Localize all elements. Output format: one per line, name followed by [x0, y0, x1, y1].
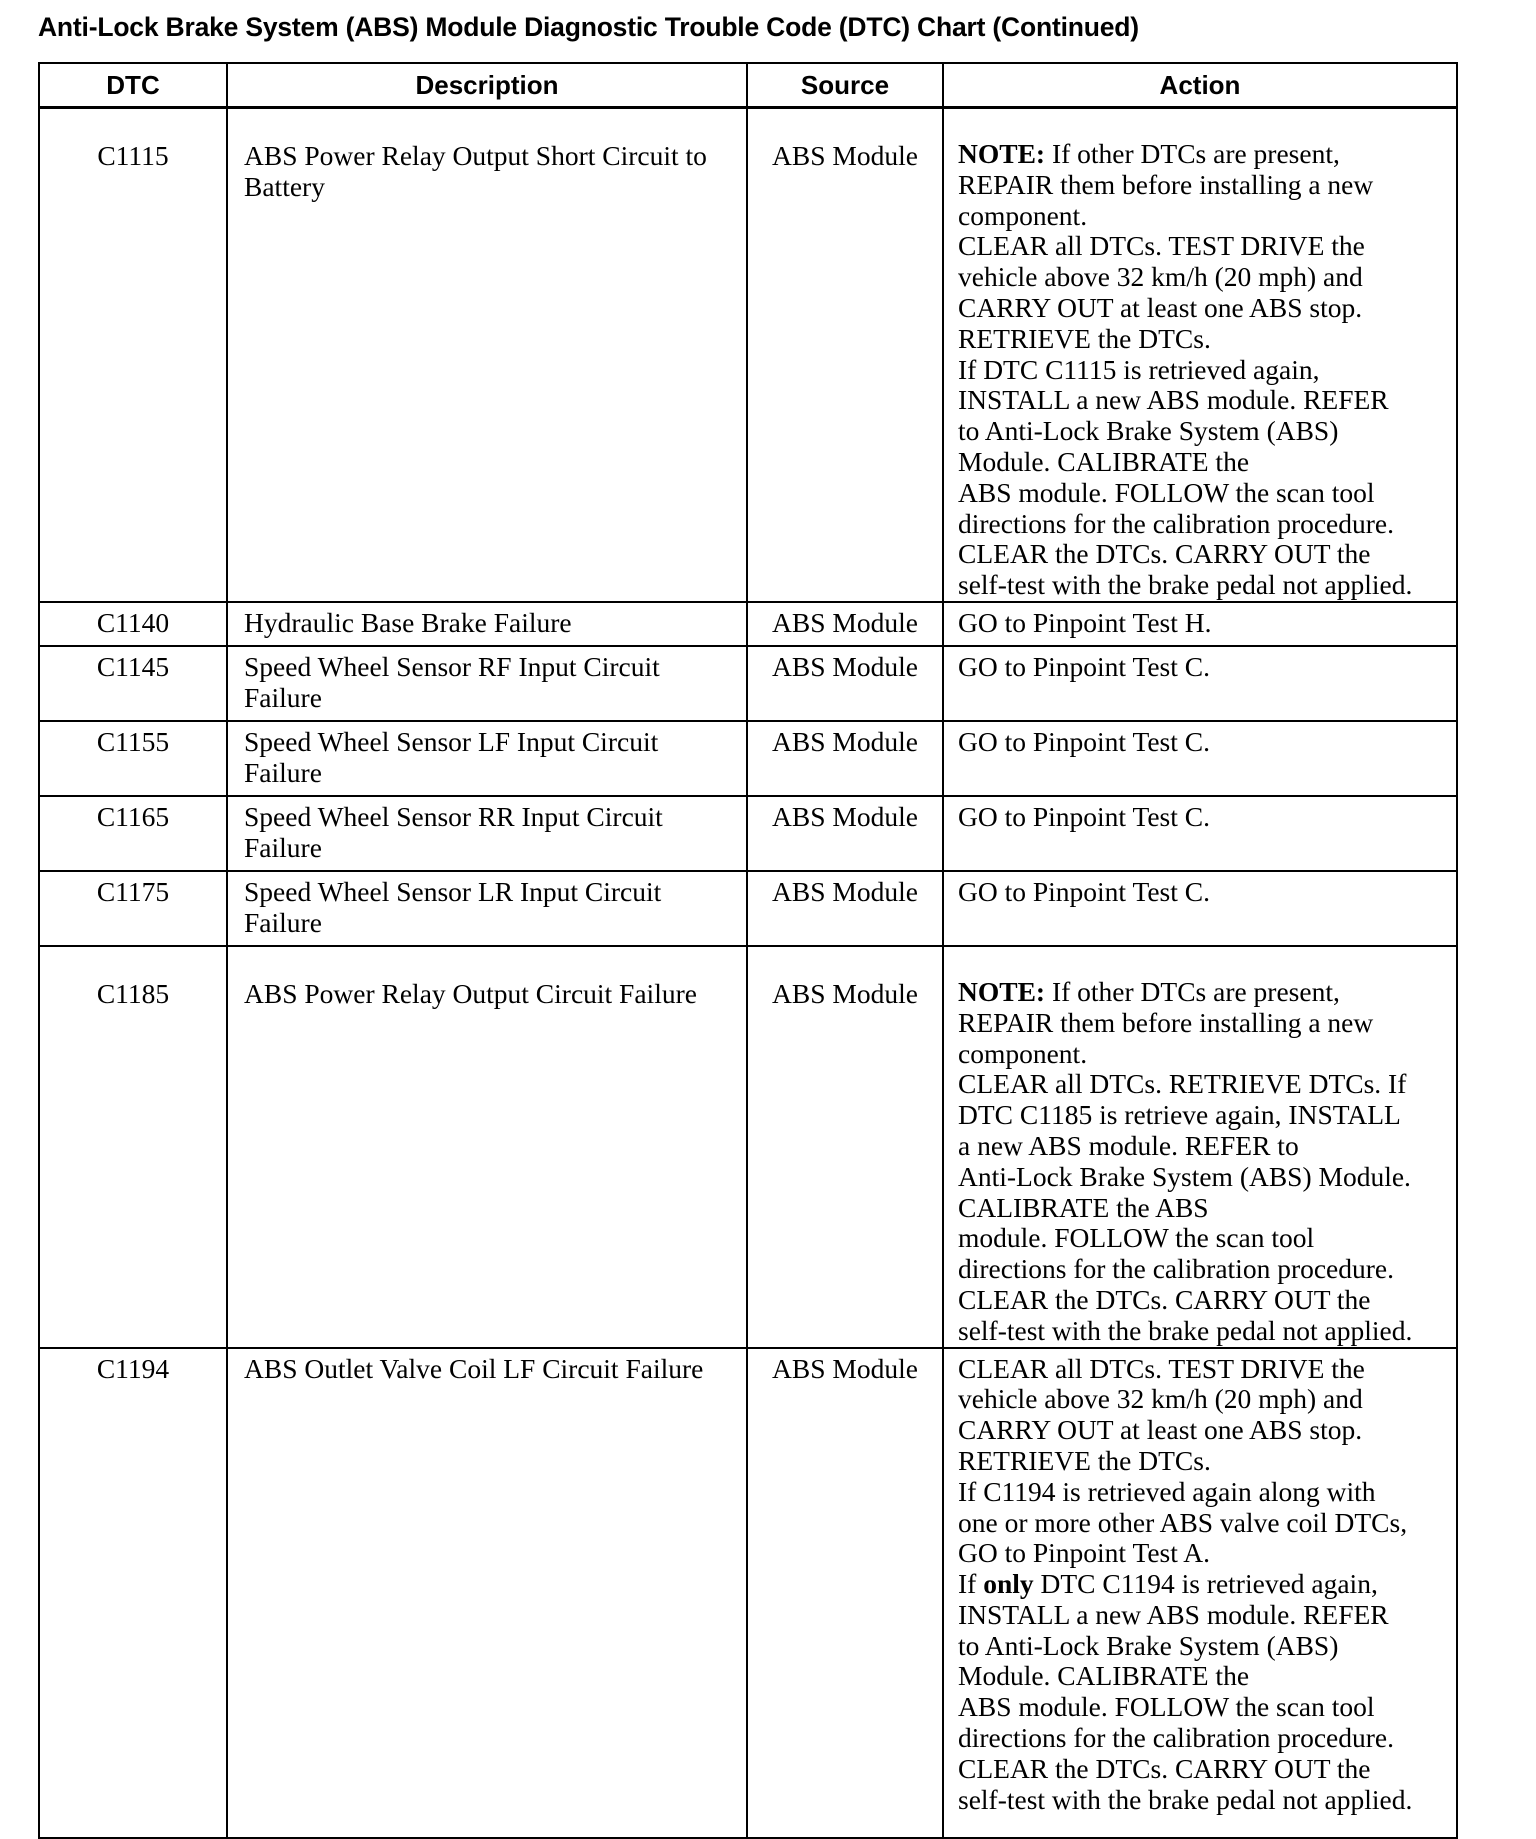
dtc-action: GO to Pinpoint Test H.	[943, 602, 1457, 646]
header-action: Action	[943, 63, 1457, 108]
note-label: NOTE:	[958, 138, 1046, 169]
dtc-action: GO to Pinpoint Test C.	[943, 796, 1457, 871]
header-source: Source	[747, 63, 943, 108]
emphasis-only: only	[983, 1568, 1034, 1600]
dtc-code: C1194	[39, 1348, 227, 1838]
dtc-description: ABS Outlet Valve Coil LF Circuit Failure	[227, 1348, 747, 1838]
dtc-description: Speed Wheel Sensor LF Input Circuit Failure	[227, 721, 747, 796]
header-dtc: DTC	[39, 63, 227, 108]
dtc-action: GO to Pinpoint Test C.	[943, 646, 1457, 721]
table-row	[39, 796, 1457, 871]
dtc-chart-table	[38, 62, 1458, 1839]
dtc-code: C1145	[39, 646, 227, 721]
dtc-source: ABS Module	[747, 946, 943, 1348]
dtc-code: C1115	[39, 108, 227, 602]
table-row	[39, 108, 1457, 602]
dtc-action: GO to Pinpoint Test C.	[943, 721, 1457, 796]
dtc-source: ABS Module	[747, 871, 943, 946]
dtc-code: C1165	[39, 796, 227, 871]
table-row	[39, 871, 1457, 946]
table-row	[39, 1348, 1457, 1838]
dtc-description: Hydraulic Base Brake Failure	[227, 602, 747, 646]
dtc-source: ABS Module	[747, 108, 943, 602]
dtc-action: CLEAR all DTCs. TEST DRIVE the vehicle above 32 km/h (20 mph) and CARRY OUT at least one ABS stop. RETRIEVE the DTCs. If C1194 is retrieved again along with one or more other ABS valve coil DTCs, GO to Pinpoint Test A. If only DTC C1194 is retrieved again, INSTALL a new ABS module. REFER to Anti-Lock Brake System (ABS) Module. CALIBRATE the ABS module. FOLLOW the scan tool directions for the calibration procedure. CLEAR the DTCs. CARRY OUT the self-test with the brake pedal not applied.	[943, 1348, 1457, 1838]
table-row	[39, 646, 1457, 721]
dtc-source: ABS Module	[747, 602, 943, 646]
table-row	[39, 946, 1457, 1348]
dtc-description: Speed Wheel Sensor LR Input Circuit Failure	[227, 871, 747, 946]
page-title: Anti-Lock Brake System (ABS) Module Diagnostic Trouble Code (DTC) Chart (Continued)	[38, 12, 1139, 42]
dtc-source: ABS Module	[747, 721, 943, 796]
dtc-action: NOTE: If other DTCs are present, REPAIR them before installing a new component. CLEAR all DTCs. RETRIEVE DTCs. If DTC C1185 is retrieve again, INSTALL a new ABS module. REFER to Anti-Lock Brake System (ABS) Module. CALIBRATE the ABS module. FOLLOW the scan tool directions for the calibration procedure. CLEAR the DTCs. CARRY OUT the self-test with the brake pedal not applied.	[943, 946, 1457, 1348]
note-label: NOTE:	[958, 975, 1046, 1007]
dtc-action: NOTE: If other DTCs are present, REPAIR them before installing a new component. CLEAR all DTCs. TEST DRIVE the vehicle above 32 km/h (20 mph) and CARRY OUT at least one ABS stop. RETRIEVE the DTCs. If DTC C1115 is retrieved again, INSTALL a new ABS module. REFER to Anti-Lock Brake System (ABS) Module. CALIBRATE the ABS module. FOLLOW the scan tool directions for the calibration procedure. CLEAR the DTCs. CARRY OUT the self-test with the brake pedal not applied.	[943, 108, 1457, 602]
table-row	[39, 721, 1457, 796]
dtc-action: GO to Pinpoint Test C.	[943, 871, 1457, 946]
dtc-description: Speed Wheel Sensor RF Input Circuit Failure	[227, 646, 747, 721]
dtc-source: ABS Module	[747, 646, 943, 721]
dtc-source: ABS Module	[747, 1348, 943, 1838]
dtc-code: C1185	[39, 946, 227, 1348]
dtc-source: ABS Module	[747, 796, 943, 871]
dtc-code: C1155	[39, 721, 227, 796]
dtc-description: ABS Power Relay Output Circuit Failure	[227, 946, 747, 1348]
dtc-description: Speed Wheel Sensor RR Input Circuit Failure	[227, 796, 747, 871]
dtc-code: C1175	[39, 871, 227, 946]
header-description: Description	[227, 63, 747, 108]
dtc-code: C1140	[39, 602, 227, 646]
dtc-description: ABS Power Relay Output Short Circuit to Battery	[227, 108, 747, 602]
table-header-row	[39, 63, 1457, 108]
table-row	[39, 602, 1457, 646]
